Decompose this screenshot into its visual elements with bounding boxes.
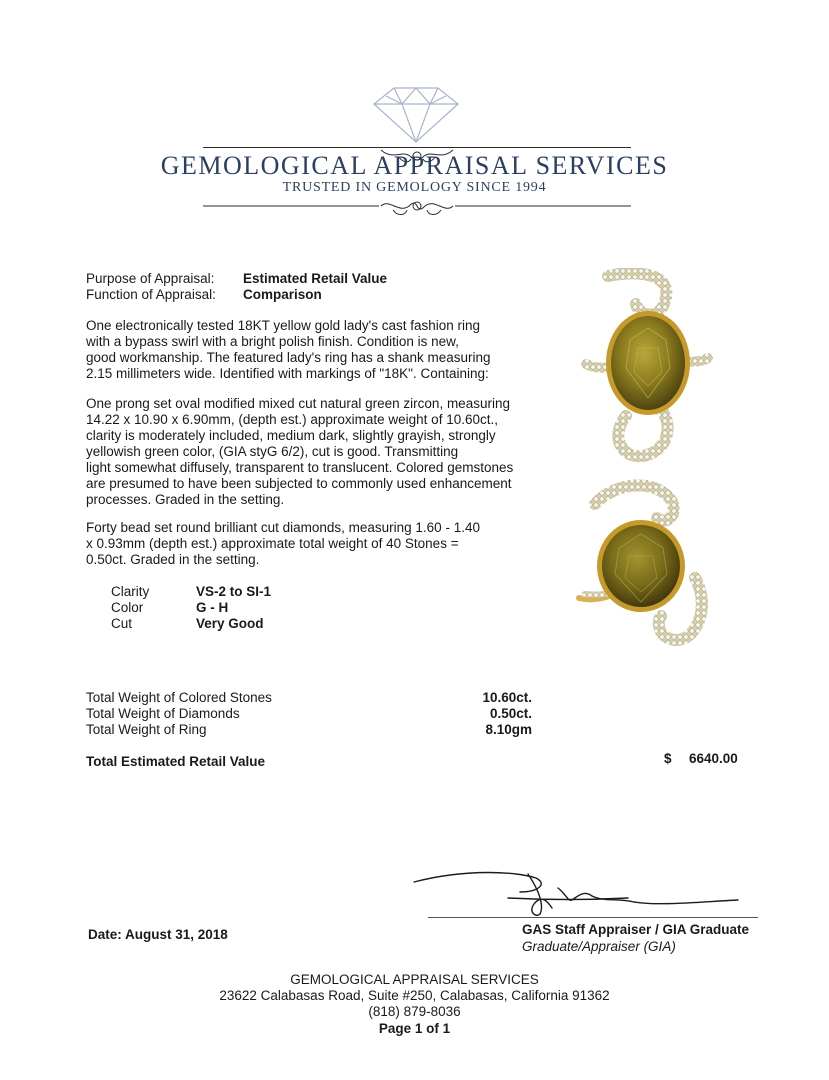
total-diamonds-label: Total Weight of Diamonds xyxy=(86,706,240,721)
appraiser-signature xyxy=(408,862,748,922)
company-tagline: TRUSTED IN GEMOLOGY SINCE 1994 xyxy=(282,180,547,195)
footer-address: 23622 Calabasas Road, Suite #250, Calabasas, California 91362 xyxy=(219,988,610,1003)
diamond-line: x 0.93mm (depth est.) approximate total weight of 40 Stones = xyxy=(86,536,459,551)
ring-description xyxy=(86,318,491,382)
zircon-line: yellowish green color, (GIA styG 6/2), cut is good. Transmitting xyxy=(86,444,459,459)
total-ring-weight-value: 8.10gm xyxy=(485,722,532,737)
zircon-line: clarity is moderately included, medium dark, slightly grayish, strongly xyxy=(86,428,496,443)
appraiser-subtitle: Graduate/Appraiser (GIA) xyxy=(522,939,676,954)
clarity-value: VS-2 to SI-1 xyxy=(196,584,272,599)
company-name: GEMOLOGICAL APPRAISAL SERVICES xyxy=(160,151,669,180)
function-value: Comparison xyxy=(243,287,322,302)
zircon-line: are presumed to have been subjected to commonly used enhancement xyxy=(86,476,512,491)
description-line: good workmanship. The featured lady's ring has a shank measuring xyxy=(86,350,491,365)
appraisal-date: Date: August 31, 2018 xyxy=(88,927,228,942)
cut-label: Cut xyxy=(111,616,133,631)
footer-phone: (818) 879-8036 xyxy=(368,1004,461,1019)
description-line: with a bypass swirl with a bright polish finish. Condition is new, xyxy=(86,334,459,349)
ring-photo-angle xyxy=(575,478,715,663)
appraiser-title: GAS Staff Appraiser / GIA Graduate xyxy=(522,922,750,937)
page-number: Page 1 of 1 xyxy=(378,1021,451,1036)
retail-value-label: Total Estimated Retail Value xyxy=(86,754,266,769)
description-line: 2.15 millimeters wide. Identified with markings of "18K". Containing: xyxy=(86,366,489,381)
diamond-logo-icon xyxy=(372,84,460,144)
total-colored-stones-value: 10.60ct. xyxy=(482,690,532,705)
footer-company: GEMOLOGICAL APPRAISAL SERVICES xyxy=(290,972,539,987)
zircon-line: processes. Graded in the setting. xyxy=(86,492,285,507)
zircon-line: light somewhat diffusely, transparent to translucent. Colored gemstones xyxy=(86,460,514,475)
purpose-value: Estimated Retail Value xyxy=(243,271,388,286)
total-ring-weight-label: Total Weight of Ring xyxy=(86,722,207,737)
purpose-label: Purpose of Appraisal: xyxy=(86,271,215,286)
ring-photo-front xyxy=(578,268,718,468)
currency-symbol: $ xyxy=(664,751,672,766)
color-value: G - H xyxy=(196,600,229,615)
cut-value: Very Good xyxy=(196,616,264,631)
ornamental-divider-bottom xyxy=(203,196,631,220)
total-diamonds-value: 0.50ct. xyxy=(489,706,532,721)
color-label: Color xyxy=(111,600,144,615)
zircon-description xyxy=(86,396,513,508)
zircon-line: 14.22 x 10.90 x 6.90mm, (depth est.) approximate weight of 10.60ct., xyxy=(86,412,498,427)
zircon-line: One prong set oval modified mixed cut natural green zircon, measuring xyxy=(86,396,510,411)
diamond-description xyxy=(86,520,480,568)
function-label: Function of Appraisal: xyxy=(86,287,216,302)
signature-line xyxy=(428,917,758,918)
retail-value-amount: 6640.00 xyxy=(689,751,738,766)
diamond-line: 0.50ct. Graded in the setting. xyxy=(86,552,260,567)
diamond-line: Forty bead set round brilliant cut diamonds, measuring 1.60 - 1.40 xyxy=(86,520,480,535)
clarity-label: Clarity xyxy=(111,584,150,599)
description-line: One electronically tested 18KT yellow gold lady's cast fashion ring xyxy=(86,318,481,333)
total-colored-stones-label: Total Weight of Colored Stones xyxy=(86,690,272,705)
